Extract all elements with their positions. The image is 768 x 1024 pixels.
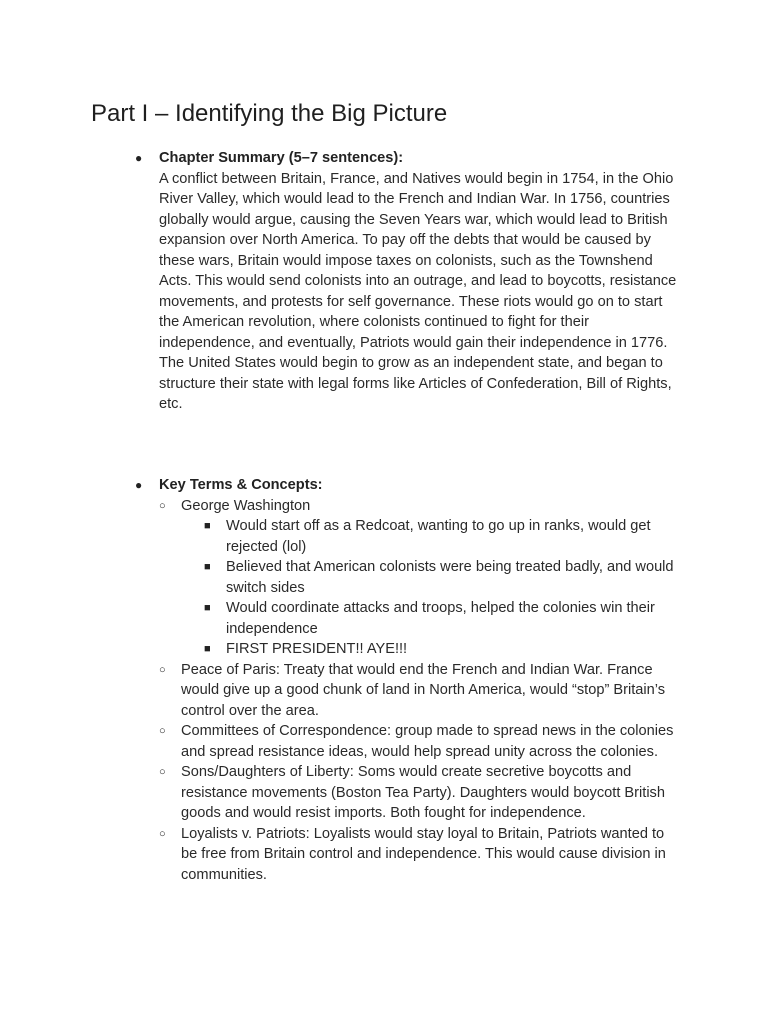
bullet-square-icon: ■ <box>204 602 211 614</box>
bullet-square-icon: ■ <box>204 643 211 655</box>
sub-term-item <box>181 598 680 639</box>
term-text: Sons/Daughters of Liberty: Soms would create secretive boycotts and resistance movements (Boston Tea Party). Daughters would boycott British goods and would resist imports. Both fought for independence. <box>181 764 665 821</box>
bullet-circle-icon: ○ <box>159 827 166 840</box>
bullet-circle-icon: ○ <box>159 663 166 676</box>
chapter-summary-bullet <box>135 148 680 415</box>
term-item <box>159 660 680 722</box>
bullet-circle-icon: ○ <box>159 499 166 512</box>
bullet-square-icon: ■ <box>204 561 211 573</box>
term-text: George Washington <box>181 497 311 514</box>
sub-term-text: FIRST PRESIDENT!! AYE!!! <box>226 641 408 657</box>
sub-term-item <box>181 639 680 660</box>
bullet-circle-icon: ○ <box>159 725 166 737</box>
sub-term-item <box>181 516 680 557</box>
sub-term-text: Believed that American colonists were being treated badly, and would switch sides <box>226 559 674 596</box>
section-heading: Part I – Identifying the Big Picture <box>91 100 448 127</box>
term-text: Peace of Paris: Treaty that would end the French and Indian War. France would give up a good chunk of land in North America, would “stop” Britain’s control over the area. <box>181 661 666 719</box>
sub-term-text: Would coordinate attacks and troops, helped the colonies win their independence <box>226 600 655 637</box>
key-terms-label: Key Terms & Concepts: <box>159 477 323 493</box>
term-item <box>159 496 680 660</box>
term-item <box>159 721 680 762</box>
bullet-square-icon: ■ <box>204 520 211 532</box>
chapter-summary-label: Chapter Summary (5–7 sentences): <box>159 150 404 166</box>
term-item <box>159 824 680 886</box>
sub-term-item <box>181 557 680 598</box>
bullet-dot-icon: ● <box>135 151 143 165</box>
term-text: Loyalists v. Patriots: Loyalists would stay loyal to Britain, Patriots wanted to be free from Britain control and independence. This would cause division in communities. <box>181 825 666 883</box>
term-item <box>159 762 680 824</box>
key-terms-bullet <box>135 475 680 885</box>
chapter-summary-section <box>135 148 680 415</box>
term-text: Committees of Correspondence: group made to spread news in the colonies and spread resistance ideas, would help spread unity across the colonies. <box>181 723 674 760</box>
sub-term-text: Would start off as a Redcoat, wanting to go up in ranks, would get rejected (lol) <box>226 518 651 555</box>
chapter-summary-text: A conflict between Britain, France, and Natives would begin in 1754, in the Ohio River Valley, which would lead to the French and Indian War. In 1756, countries globally would argue, causing the Seven Years war, which would lead to British expansion over North America. To pay off the debts that would be caused by these wars, Britain would impose taxes on colonists, such as the Townshend Acts. This would send colonists into an outrage, and lead to boycotts, resistance movements, and protests for self governance. These riots would go on to start the American revolution, where colonists continued to fight for their independence, and eventually, Patriots would gain their independence in 1776. The United States would begin to grow as an independent state, and began to structure their state with legal forms like Articles of Confederation, Bill of Rights, etc. <box>159 170 677 412</box>
bullet-circle-icon: ○ <box>159 766 166 778</box>
bullet-dot-icon: ● <box>135 478 143 492</box>
key-terms-section <box>135 475 680 885</box>
